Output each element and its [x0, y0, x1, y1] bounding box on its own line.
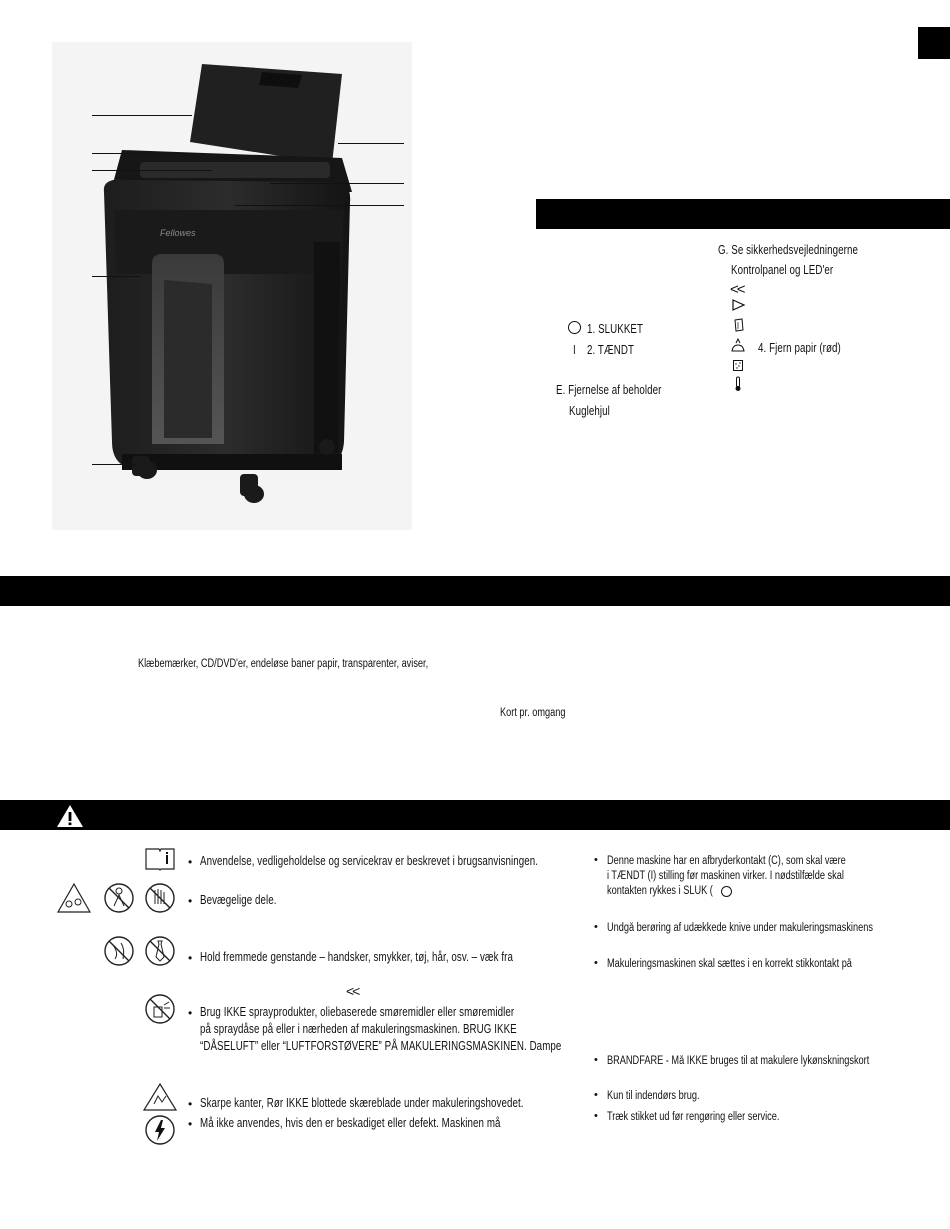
legend-switch-on: 2. TÆNDT — [587, 343, 635, 357]
forward-icon — [732, 299, 746, 311]
legend-casters: Kuglehjul — [569, 404, 610, 418]
legend-g-safety: G. Se sikkerhedsvejledningerne — [718, 243, 859, 257]
bin-full-icon — [732, 359, 744, 372]
callout-line-h — [270, 183, 404, 184]
bullet: • — [188, 951, 193, 965]
callout-line-f — [92, 464, 137, 465]
bullet: • — [594, 1054, 598, 1066]
bullet: • — [594, 1110, 598, 1122]
callout-line-g — [338, 143, 404, 144]
legend-remove-paper: 4. Fjern papir (rød) — [758, 341, 841, 355]
no-hands-icon — [144, 882, 176, 914]
overheat-icon — [734, 376, 742, 392]
bullet: • — [594, 854, 598, 866]
legend-header-bar — [536, 199, 950, 229]
safety-right-2: i TÆNDT (I) stilling før maskinen virker. I nødstilfælde skal — [607, 870, 844, 882]
safety-right-3: kontakten rykkes i SLUK ( — [607, 885, 713, 897]
safety-right-1: Denne maskine har en afbryderkontakt (C), som skal være — [607, 855, 846, 867]
safety-left-3: Hold fremmede genstande – handsker, smykker, tøj, hår, osv. – væk fra — [200, 950, 514, 964]
safety-left-7: Skarpe kanter, Rør IKKE blottede skæreblade under makuleringshovedet. — [200, 1096, 524, 1110]
bullet: • — [188, 894, 193, 908]
bullet: • — [188, 1006, 193, 1020]
no-children-icon — [103, 882, 135, 914]
moving-parts-icon — [56, 882, 92, 914]
language-tab — [918, 27, 950, 59]
callout-line-i — [235, 205, 404, 206]
callout-line-a — [92, 115, 192, 116]
legend-control-panel: Kontrolpanel og LED'er — [731, 263, 834, 277]
manual-icon — [144, 845, 176, 871]
bullet: • — [594, 921, 598, 933]
callout-line-c — [92, 170, 212, 171]
warning-icon — [56, 804, 84, 828]
not-shred-list: Klæbemærker, CD/DVD'er, endeløse baner papir, transparenter, aviser, — [138, 658, 429, 670]
power-off-icon — [568, 321, 581, 334]
safety-left-6: “DÅSELUFT” eller “LUFTFORSTØVERE” PÅ MAKULERINGSMASKINEN. Dampe — [200, 1039, 562, 1053]
legend-e-bin-removal: E. Fjernelse af beholder — [556, 383, 662, 397]
safety-left-1: Anvendelse, vedligeholdelse og servicekrav er beskrevet i brugsanvisningen. — [200, 854, 539, 868]
power-on-symbol: I — [573, 343, 576, 357]
safety-left-5: på spraydåse på eller i nærheden af makuleringsmaskinen. BRUG IKKE — [200, 1022, 517, 1036]
capabilities-header-bar — [0, 576, 950, 606]
safety-left-4: Brug IKKE sprayprodukter, oliebaserede smøremidler eller smøremidler — [200, 1005, 515, 1019]
electric-hazard-icon — [144, 1114, 176, 1146]
safety-right-7: Kun til indendørs brug. — [607, 1090, 700, 1102]
callout-line-b — [92, 153, 194, 154]
legend-switch-off: 1. SLUKKET — [587, 322, 644, 336]
bullet: • — [594, 957, 598, 969]
no-tie-icon — [144, 935, 176, 967]
door-open-icon — [733, 318, 745, 332]
power-off-icon — [721, 886, 732, 897]
safety-right-4: Undgå berøring af udækkede knive under makuleringsmaskinens — [607, 922, 873, 934]
bullet: • — [188, 1117, 193, 1131]
safety-right-8: Træk stikket ud før rengøring eller service. — [607, 1111, 780, 1123]
bullet: • — [188, 1097, 193, 1111]
safety-right-5: Makuleringsmaskinen skal sættes i en korrekt stikkontakt på — [607, 958, 852, 970]
no-loose-items-icon — [103, 935, 135, 967]
reverse-symbol: << — [346, 983, 359, 999]
safety-left-8: Må ikke anvendes, hvis den er beskadiget eller defekt. Maskinen må — [200, 1116, 501, 1130]
safety-right-6: BRANDFARE - Må IKKE bruges til at makulere lykønskningskort — [607, 1055, 870, 1067]
sharp-edges-icon — [142, 1082, 178, 1112]
brand-logo: Fellowes — [160, 228, 196, 238]
safety-header-bar — [0, 800, 950, 830]
reverse-icon: << — [730, 281, 744, 298]
cards-per-pass: Kort pr. omgang — [500, 707, 566, 719]
paper-jam-icon — [731, 338, 745, 352]
callout-line-e — [92, 276, 140, 277]
safety-left-2: Bevægelige dele. — [200, 893, 277, 907]
bullet: • — [594, 1089, 598, 1101]
no-spray-icon — [144, 993, 176, 1025]
bullet: • — [188, 855, 193, 869]
